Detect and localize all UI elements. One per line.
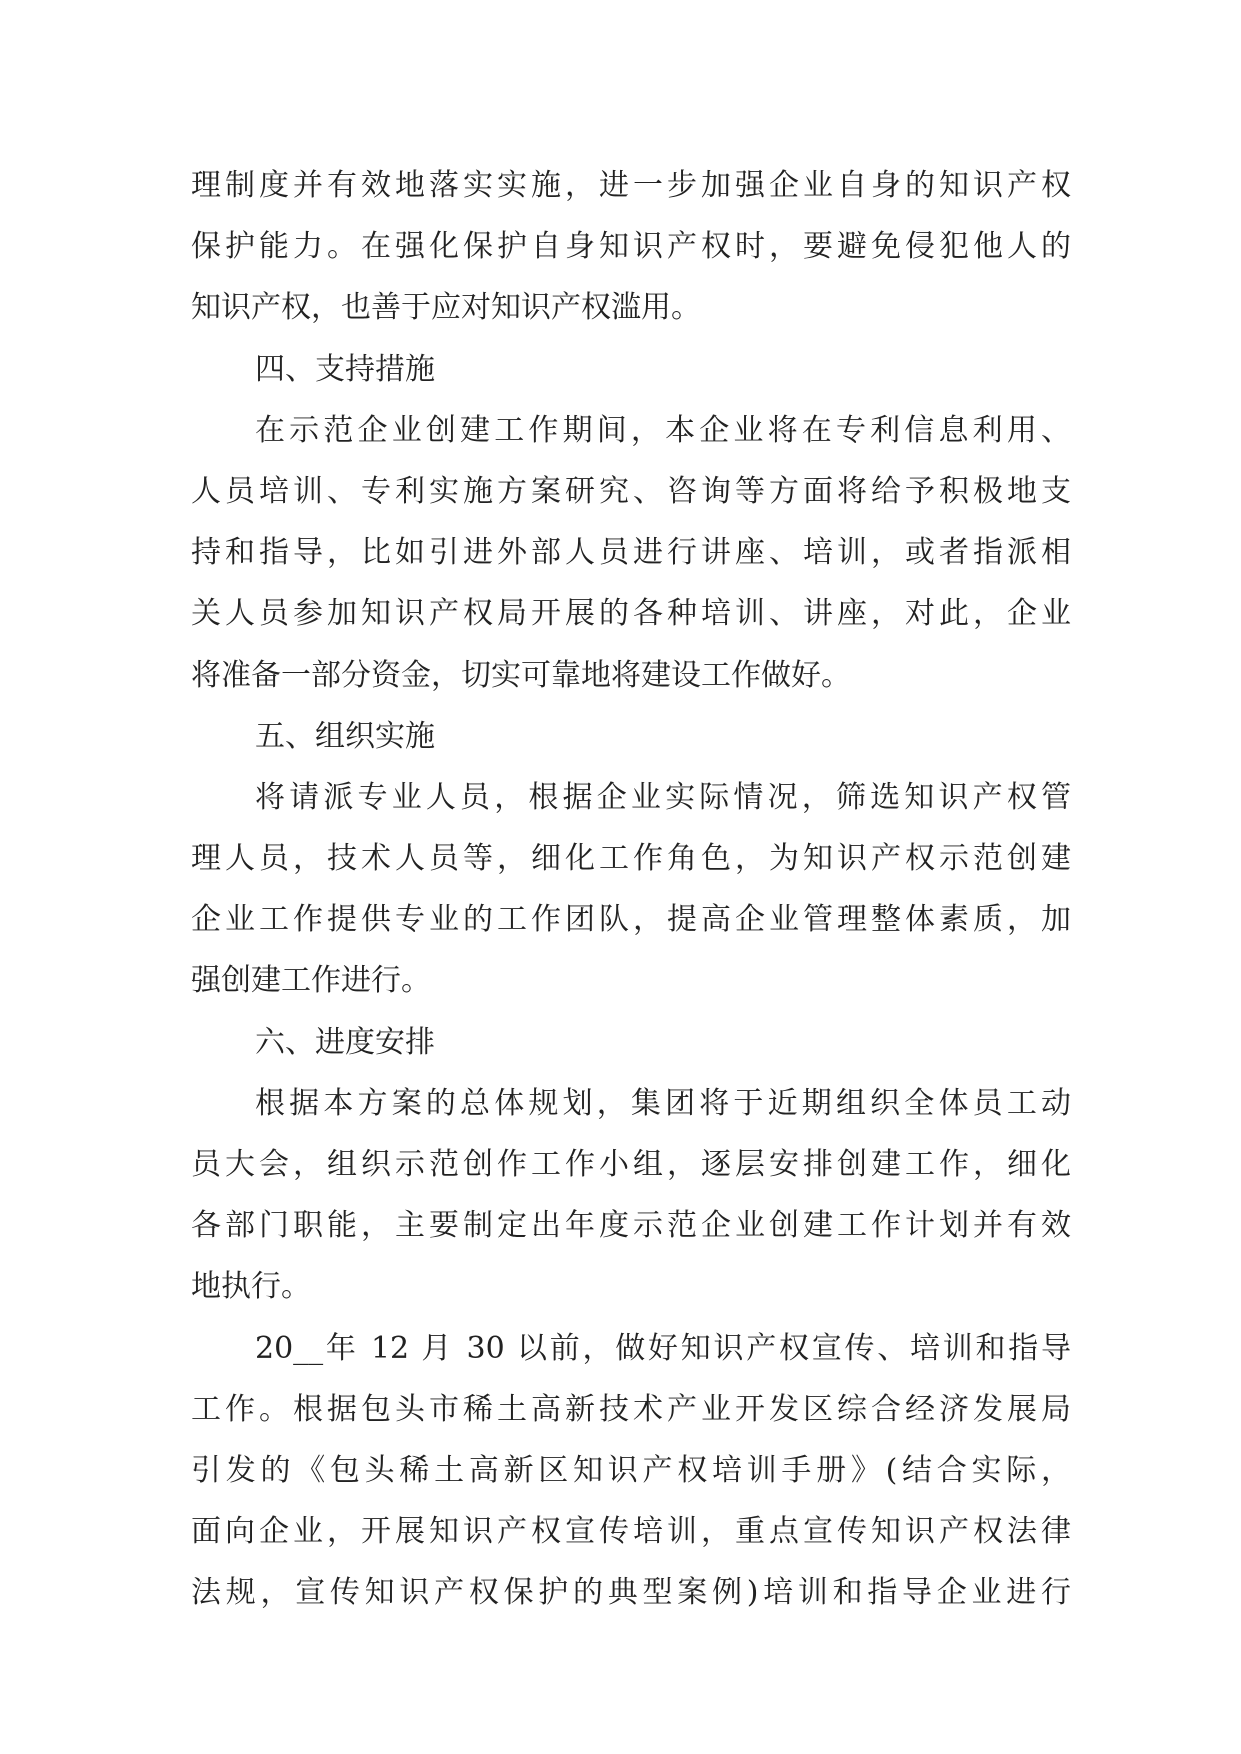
text-line: 各部门职能，主要制定出年度示范企业创建工作计划并有效 (191, 1208, 1071, 1244)
text-line: 地执行。 (191, 1269, 311, 1305)
text-line: 工作。根据包头市稀土高新技术产业开发区综合经济发展局 (191, 1391, 1071, 1427)
text-line: 20__年 12 月 30 以前，做好知识产权宣传、培训和指导 (255, 1330, 1071, 1366)
text-line: 保护能力。在强化保护自身知识产权时，要避免侵犯他人的 (191, 229, 1071, 265)
document-body (191, 155, 1071, 1624)
text-line: 人员培训、专利实施方案研究、咨询等方面将给予积极地支 (191, 473, 1071, 509)
text-line: 引发的《包头稀土高新区知识产权培训手册》(结合实际， (191, 1452, 1071, 1488)
text-line: 知识产权，也善于应对知识产权滥用。 (191, 290, 701, 326)
text-line: 将准备一部分资金，切实可靠地将建设工作做好。 (191, 657, 851, 693)
text-line: 法规，宣传知识产权保护的典型案例)培训和指导企业进行 (191, 1575, 1071, 1611)
section-heading: 六、进度安排 (255, 1024, 435, 1060)
text-line: 面向企业，开展知识产权宣传培训，重点宣传知识产权法律 (191, 1514, 1071, 1550)
text-line: 持和指导，比如引进外部人员进行讲座、培训，或者指派相 (191, 535, 1071, 571)
section-heading: 五、组织实施 (255, 718, 435, 754)
text-line: 理人员，技术人员等，细化工作角色，为知识产权示范创建 (191, 841, 1071, 877)
text-line: 在示范企业创建工作期间，本企业将在专利信息利用、 (255, 412, 1071, 448)
text-line: 关人员参加知识产权局开展的各种培训、讲座，对此，企业 (191, 596, 1071, 632)
text-line: 根据本方案的总体规划，集团将于近期组织全体员工动 (255, 1085, 1071, 1121)
section-heading: 四、支持措施 (255, 351, 435, 387)
text-line: 将请派专业人员，根据企业实际情况，筛选知识产权管 (255, 779, 1071, 815)
text-line: 强创建工作进行。 (191, 963, 431, 999)
text-line: 企业工作提供专业的工作团队，提高企业管理整体素质，加 (191, 902, 1071, 938)
text-line: 员大会，组织示范创作工作小组，逐层安排创建工作，细化 (191, 1147, 1071, 1182)
text-line: 理制度并有效地落实实施，进一步加强企业自身的知识产权 (191, 168, 1071, 203)
